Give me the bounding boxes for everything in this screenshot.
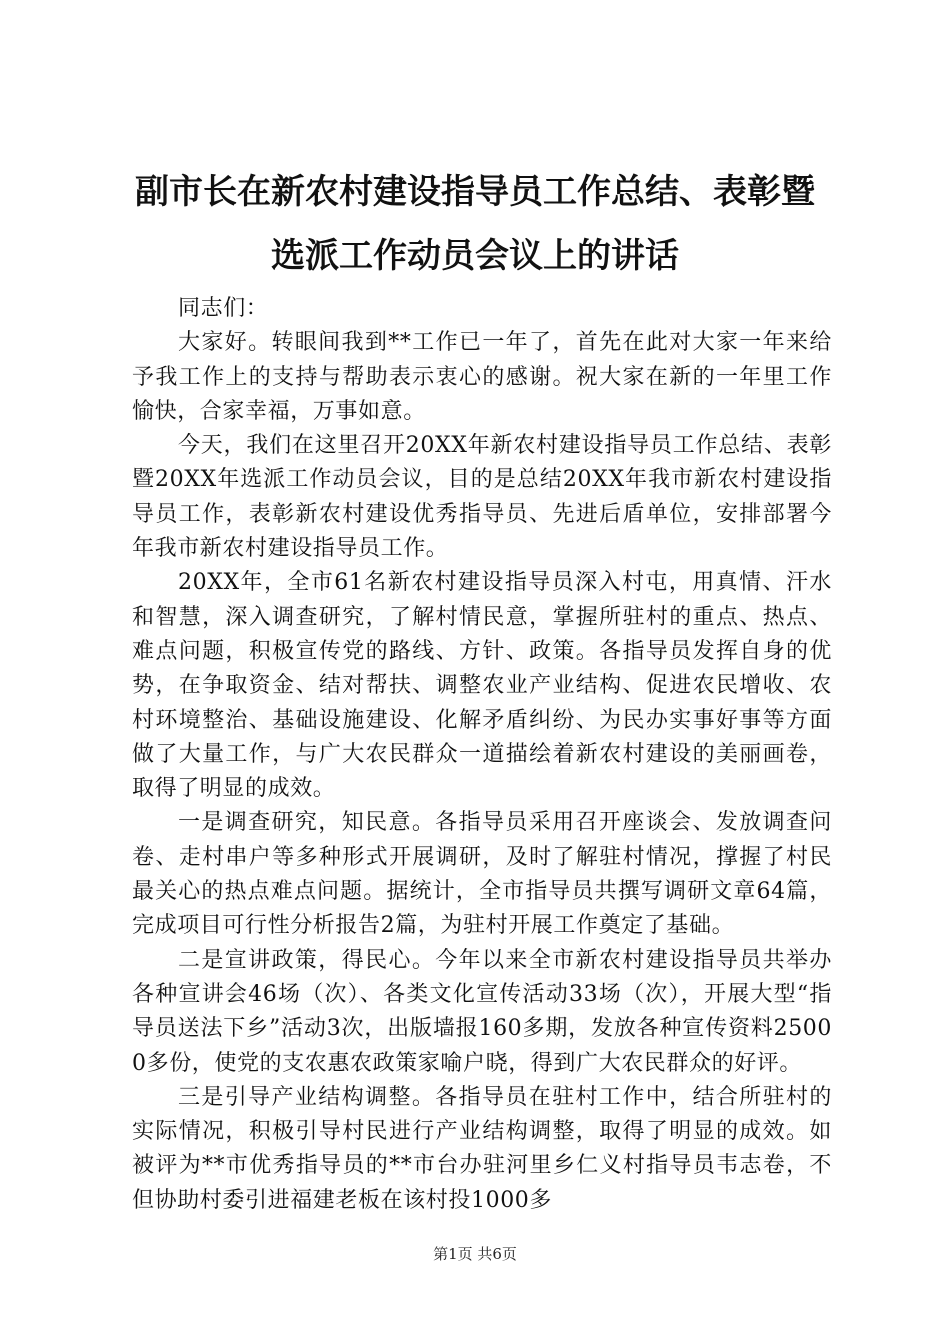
- salutation: 同志们：: [178, 296, 269, 321]
- paragraph-greeting: 大家好。转眼间我到**工作已一年了，首先在此对大家一年来给予我工作上的支持与帮助表示衷心的感谢。祝大家在新的一年里工作愉快，合家幸福，万事如意。: [132, 330, 832, 424]
- title-line-1: 副市长在新农村建设指导员工作总结、表彰暨: [135, 172, 815, 212]
- paragraph-industry: 三是引导产业结构调整。各指导员在驻村工作中，结合所驻村的实际情况，积极引导村民进行产业结构调整，取得了明显的成效。如被评为**市优秀指导员的**市台办驻河里乡仁义村指导员韦志卷，不但协助村委引进福建老板在该村投1000多: [132, 1084, 832, 1213]
- page-title: [100, 160, 850, 288]
- paragraph-policy: 二是宣讲政策，得民心。今年以来全市新农村建设指导员共举办各种宣讲会46场（次）、各类文化宣传活动33场（次），开展大型“指导员送法下乡”活动3次，出版墙报160多期，发放各种宣传资料25000多份，使党的支农惠农政策家喻户晓，得到广大农民群众的好评。: [132, 947, 832, 1076]
- paragraph-research: 一是调查研究，知民意。各指导员采用召开座谈会、发放调查问卷、走村串户等多种形式开展调研，及时了解驻村情况，撑握了村民最关心的热点难点问题。据统计，全市指导员共撰写调研文章64篇，完成项目可行性分析报告2篇，为驻村开展工作奠定了基础。: [132, 810, 832, 939]
- document-body: [132, 292, 832, 1218]
- page-footer: 第1页 共6页: [433, 1245, 517, 1263]
- title-line-2: 选派工作动员会议上的讲话: [271, 236, 679, 276]
- paragraph-meeting-purpose: 今天，我们在这里召开20XX年新农村建设指导员工作总结、表彰暨20XX年选派工作动员会议，目的是总结20XX年我市新农村建设指导员工作，表彰新农村建设优秀指导员、先进后盾单位，安排部署今年我市新农村建设指导员工作。: [132, 433, 832, 562]
- paragraph-annual-summary: 20XX年，全市61名新农村建设指导员深入村屯，用真情、汗水和智慧，深入调查研究，了解村情民意，掌握所驻村的重点、热点、难点问题，积极宣传党的路线、方针、政策。各指导员发挥自身的优势，在争取资金、结对帮扶、调整农业产业结构、促进农民增收、农村环境整治、基础设施建设、化解矛盾纠纷、为民办实事好事等方面做了大量工作，与广大农民群众一道描绘着新农村建设的美丽画卷，取得了明显的成效。: [132, 570, 832, 802]
